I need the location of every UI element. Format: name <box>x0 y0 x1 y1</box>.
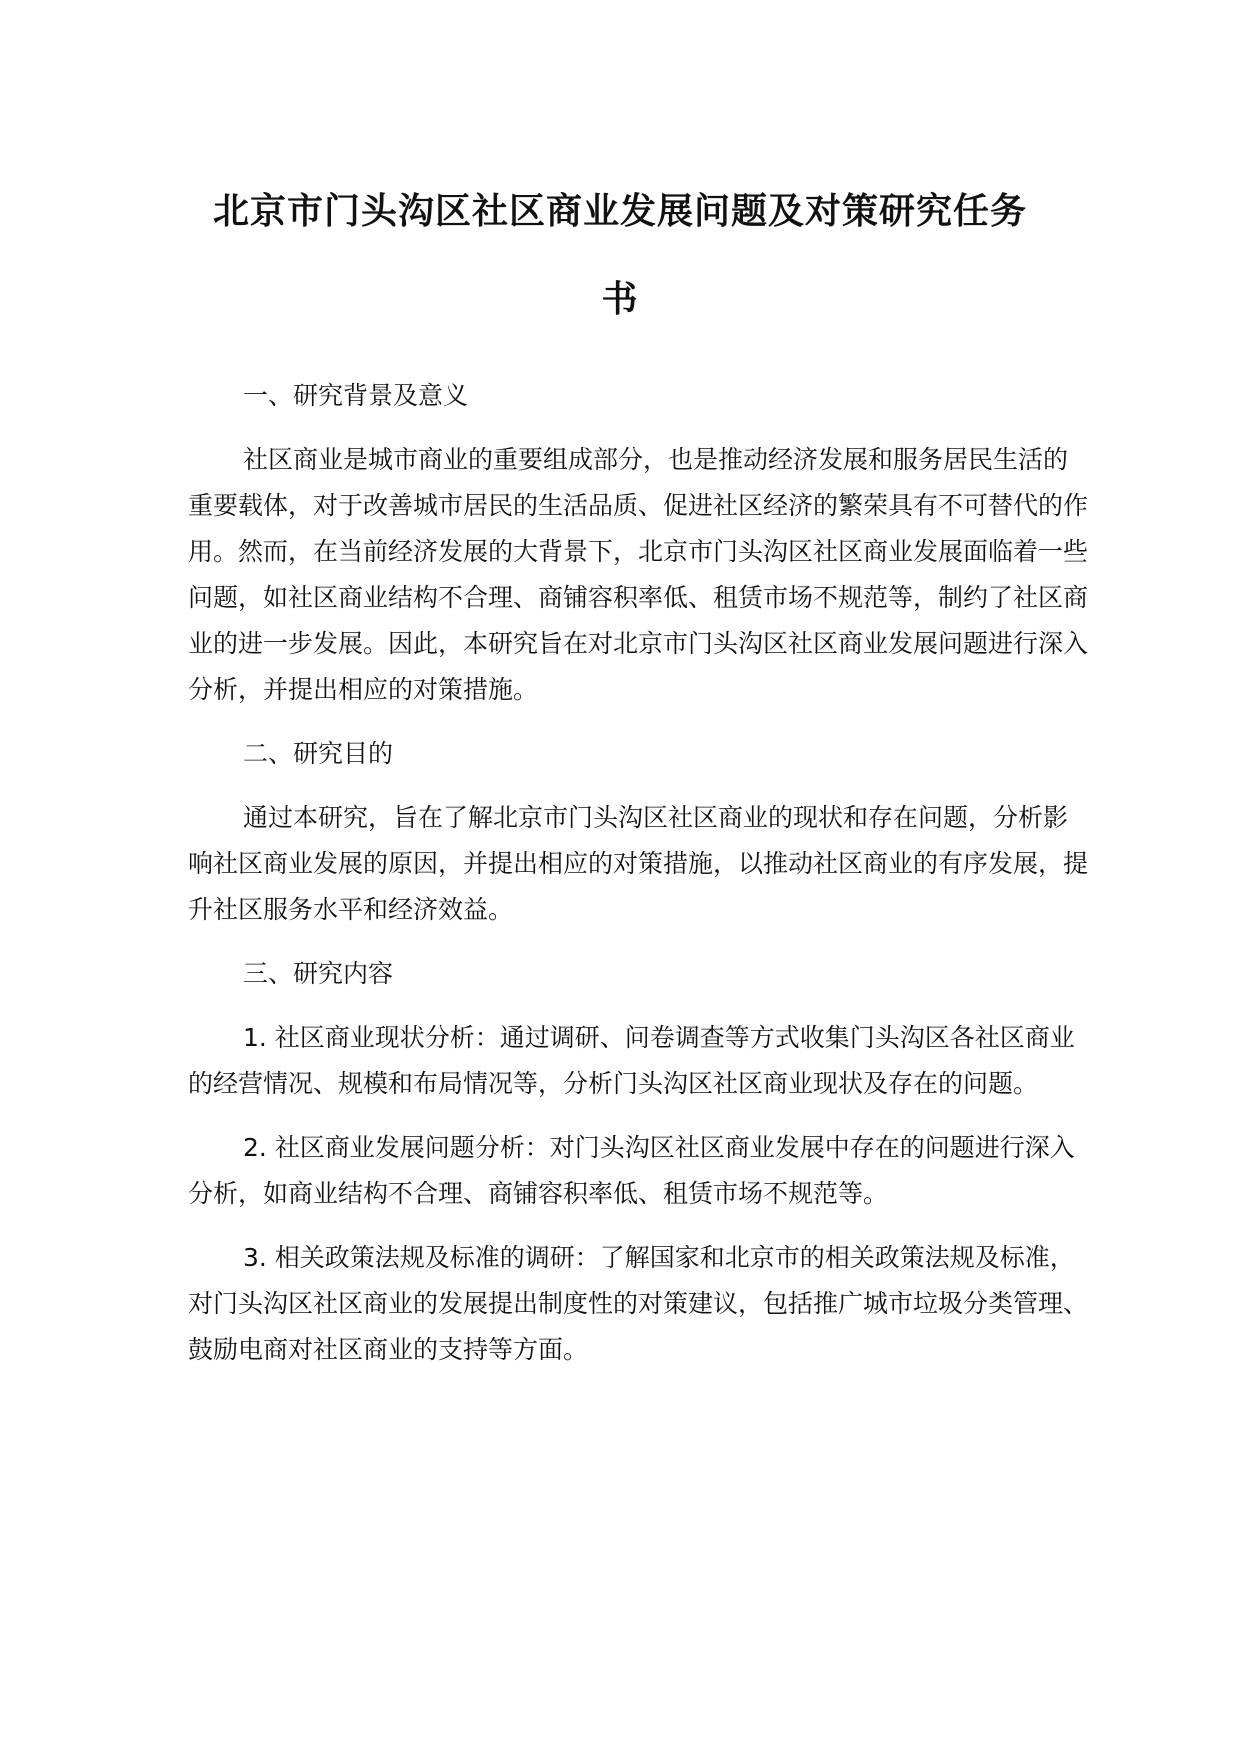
document-title <box>180 168 1060 344</box>
paragraph-background: 社区商业是城市商业的重要组成部分，也是推动经济发展和服务居民生活的重要载体，对于改善城市居民的生活品质、促进社区经济的繁荣具有不可替代的作用。然而，在当前经济发展的大背景下，北京市门头沟区社区商业发展面临着一些问题，如社区商业结构不合理、商铺容积率低、租赁市场不规范等，制约了社区商业的进一步发展。因此，本研究旨在对北京市门头沟区社区商业发展问题进行深入分析，并提出相应的对策措施。 <box>188 445 1089 704</box>
section-heading-purpose: 二、研究目的 <box>243 739 394 768</box>
paragraph-purpose: 通过本研究，旨在了解北京市门头沟区社区商业的现状和存在问题，分析影响社区商业发展的原因，并提出相应的对策措施，以推动社区商业的有序发展，提升社区服务水平和经济效益。 <box>188 803 1089 924</box>
paragraph-content-item-3: 3. 相关政策法规及标准的调研：了解国家和北京市的相关政策法规及标准，对门头沟区社区商业的发展提出制度性的对策建议，包括推广城市垃圾分类管理、鼓励电商对社区商业的支持等方面。 <box>188 1243 1089 1364</box>
title-line-2: 书 <box>601 279 639 320</box>
section-heading-content: 三、研究内容 <box>243 959 394 988</box>
paragraph-content-item-1: 1. 社区商业现状分析：通过调研、问卷调查等方式收集门头沟区各社区商业的经营情况、规模和布局情况等，分析门头沟区社区商业现状及存在的问题。 <box>188 1023 1075 1098</box>
paragraph-content-item-2: 2. 社区商业发展问题分析：对门头沟区社区商业发展中存在的问题进行深入分析，如商业结构不合理、商铺容积率低、租赁市场不规范等。 <box>188 1133 1075 1208</box>
section-heading-background: 一、研究背景及意义 <box>243 381 469 410</box>
title-line-1: 北京市门头沟区社区商业发展问题及对策研究任务 <box>212 191 1027 232</box>
document-body <box>188 373 1088 1373</box>
